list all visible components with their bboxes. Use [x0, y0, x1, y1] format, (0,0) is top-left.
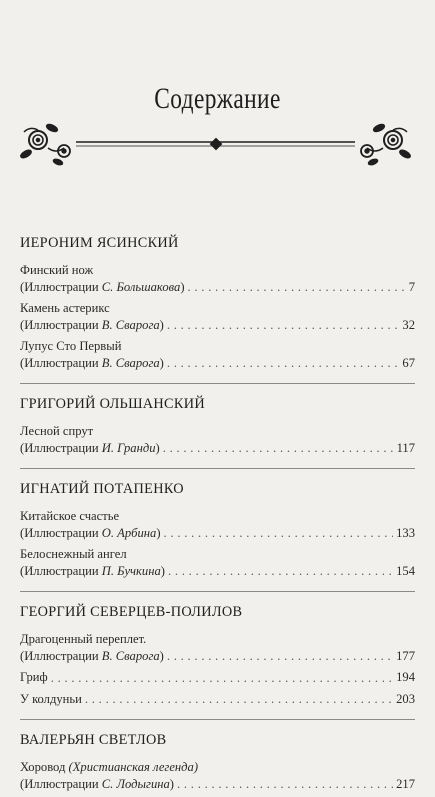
entry-illustrator: (Иллюстрации В. Сварога) — [20, 317, 164, 332]
entry-illustrator: (Иллюстрации О. Арбина) — [20, 525, 161, 540]
page-number: 7 — [408, 279, 415, 294]
page-number: 67 — [402, 355, 415, 370]
toc-entry[interactable] — [20, 338, 415, 371]
toc-entry[interactable] — [20, 759, 415, 792]
page-number: 203 — [396, 691, 415, 706]
toc-entry[interactable] — [20, 631, 415, 664]
toc-entry[interactable] — [20, 691, 415, 708]
author-heading: ГЕОРГИЙ СЕВЕРЦЕВ-ПОЛИЛОВ — [20, 604, 243, 620]
section-divider — [20, 719, 415, 720]
ornament-rule — [76, 138, 355, 149]
entry-title: Гриф — [20, 670, 48, 684]
page-title: Содержание — [154, 82, 281, 115]
dot-leader — [163, 440, 394, 456]
page-number: 154 — [396, 563, 415, 578]
toc-entry[interactable] — [20, 508, 415, 541]
entry-illustrator: (Иллюстрации П. Бучкина) — [20, 563, 165, 578]
entry-title: Финский нож — [20, 263, 94, 277]
entry-illustrator: (Иллюстрации В. Сварога) — [20, 355, 164, 370]
dot-leader — [167, 317, 400, 333]
entry-title: Китайское счастье — [20, 509, 120, 523]
toc-entry[interactable] — [20, 262, 415, 295]
toc-entry[interactable] — [20, 300, 415, 333]
toc-entry[interactable] — [20, 669, 415, 686]
left-rose-icon — [19, 123, 70, 166]
entry-title: Лесной спрут — [20, 424, 94, 438]
dot-leader — [167, 355, 400, 371]
dot-leader — [168, 563, 393, 579]
page-number: 133 — [396, 525, 415, 540]
dot-leader — [85, 691, 393, 707]
page-number: 32 — [402, 317, 415, 332]
page-number: 217 — [396, 776, 415, 791]
toc-section — [20, 479, 415, 579]
toc-entry[interactable] — [20, 546, 415, 579]
entry-illustrator: (Иллюстрации С. Большакова) — [20, 279, 185, 294]
entry-title: Драгоценный переплет. — [20, 632, 147, 646]
page-number: 117 — [396, 440, 415, 455]
entry-title: Хоровод (Христианская легенда) — [20, 760, 199, 774]
toc-section — [20, 602, 415, 707]
section-divider — [20, 591, 415, 592]
entry-title: У колдуньи — [20, 691, 82, 706]
entry-title: Лупус Сто Первый — [20, 339, 122, 353]
section-divider — [20, 468, 415, 469]
author-heading: ВАЛЕРЬЯН СВЕТЛОВ — [20, 732, 167, 748]
dot-leader — [51, 670, 393, 686]
author-heading: ИГНАТИЙ ПОТАПЕНКО — [20, 481, 184, 497]
author-heading: ГРИГОРИЙ ОЛЬШАНСКИЙ — [20, 396, 205, 412]
table-of-contents — [20, 233, 415, 797]
entry-illustrator: (Иллюстрации В. Сварога) — [20, 648, 164, 663]
toc-section — [20, 730, 415, 792]
entry-illustrator: (Иллюстрации С. Лодыгина) — [20, 776, 174, 791]
section-divider — [20, 383, 415, 384]
right-rose-icon — [361, 123, 412, 166]
toc-section — [20, 233, 415, 371]
toc-section — [20, 394, 415, 456]
entry-title: Камень астерикс — [20, 301, 110, 315]
dot-leader — [164, 525, 394, 541]
page-number: 177 — [396, 648, 415, 663]
author-heading: ИЕРОНИМ ЯСИНСКИЙ — [20, 235, 179, 251]
toc-entry[interactable] — [20, 423, 415, 456]
dot-leader — [167, 648, 393, 664]
rose-ornament-divider — [18, 118, 413, 170]
entry-illustrator: (Иллюстрации И. Гранди) — [20, 440, 160, 455]
entry-title: Белоснежный ангел — [20, 547, 127, 561]
dot-leader — [177, 776, 393, 792]
page-number: 194 — [396, 670, 415, 684]
dot-leader — [188, 279, 406, 295]
